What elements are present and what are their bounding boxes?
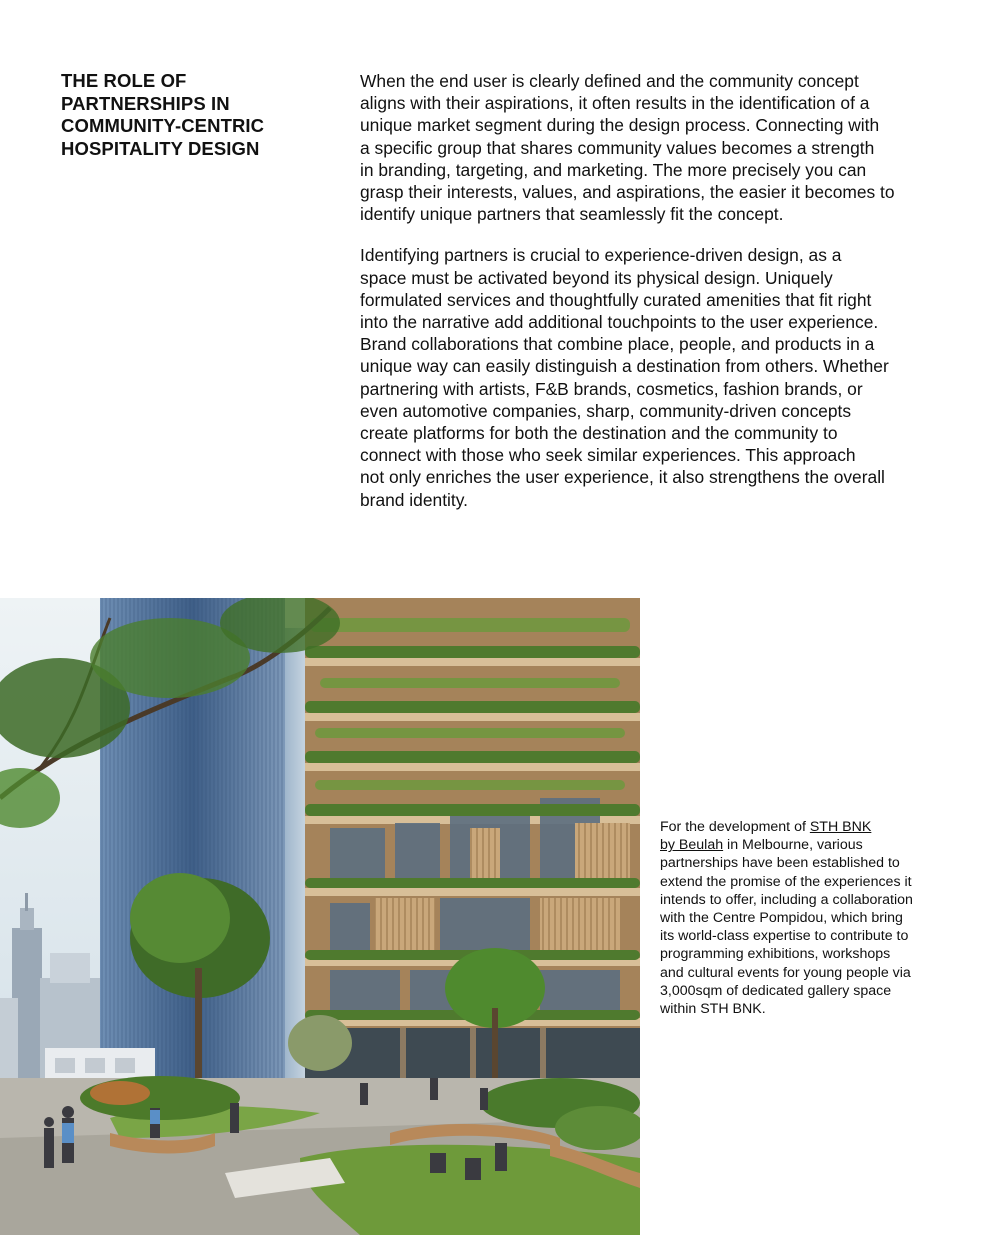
body-text	[360, 70, 950, 530]
image-caption	[660, 818, 960, 1018]
caption-line: extend the promise of the experiences it	[660, 873, 912, 890]
caption-line: with the Centre Pompidou, which bring	[660, 910, 903, 927]
text-line: Brand collaborations that combine place, people, and products in a	[360, 334, 875, 355]
by-beulah-link[interactable]: by Beulah	[660, 837, 724, 854]
section-heading	[61, 70, 331, 160]
text-line: in branding, targeting, and marketing. The more precisely you can	[360, 159, 867, 180]
text-line: unique market segment during the design process. Connecting with	[360, 115, 880, 136]
heading-line: HOSPITALITY DESIGN	[61, 137, 260, 159]
text-line: even automotive companies, sharp, community-driven concepts	[360, 400, 852, 421]
text-line: identify unique partners that seamlessly fit the concept.	[360, 204, 784, 225]
text-line: connect with those who seek similar experiences. This approach	[360, 445, 856, 466]
text-line: aligns with their aspirations, it often results in the identification of a	[360, 93, 870, 114]
text-line: a specific group that shares community values becomes a strength	[360, 137, 875, 158]
caption-line: intends to offer, including a collaboration	[660, 891, 913, 908]
caption-line: programming exhibitions, workshops	[660, 946, 891, 963]
text-line: into the narrative add additional touchpoints to the user experience.	[360, 312, 879, 333]
sth-bnk-link[interactable]: STH BNK	[809, 819, 872, 835]
caption-line: its world-class expertise to contribute to	[660, 928, 909, 945]
caption-line	[660, 818, 960, 836]
text-line: grasp their interests, values, and aspirations, the easier it becomes to	[360, 182, 895, 203]
caption-suffix: in Melbourne, various	[723, 837, 863, 854]
text-line: space must be activated beyond its physical design. Uniquely	[360, 267, 833, 288]
caption-line: partnerships have been established to	[660, 855, 900, 872]
caption-line: within STH BNK.	[660, 1001, 766, 1018]
heading-line: PARTNERSHIPS IN	[61, 92, 230, 114]
text-line: When the end user is clearly defined and the community concept	[360, 71, 859, 91]
caption-line: 3,000sqm of dedicated gallery space	[660, 982, 892, 999]
text-line: Identifying partners is crucial to experience-driven design, as a	[360, 245, 842, 266]
caption-line: and cultural events for young people via	[660, 964, 911, 981]
text-line: create platforms for both the destination and the community to	[360, 423, 838, 444]
heading-line: COMMUNITY-CENTRIC	[61, 115, 265, 136]
text-line: brand identity.	[360, 489, 468, 510]
heading-line: THE ROLE OF	[61, 70, 187, 91]
body-paragraph-2	[360, 244, 950, 510]
text-line: partnering with artists, F&B brands, cosmetics, fashion brands, or	[360, 378, 863, 399]
caption-line	[660, 836, 960, 854]
caption-prefix: For the development of	[660, 819, 810, 835]
text-line: formulated services and thoughtfully curated amenities that fit right	[360, 289, 872, 310]
text-line: not only enriches the user experience, it also strengthens the overall	[360, 467, 885, 488]
body-paragraph-1	[360, 70, 950, 225]
architectural-rendering-image	[0, 598, 640, 1235]
text-line: unique way can easily distinguish a destination from others. Whether	[360, 356, 889, 377]
